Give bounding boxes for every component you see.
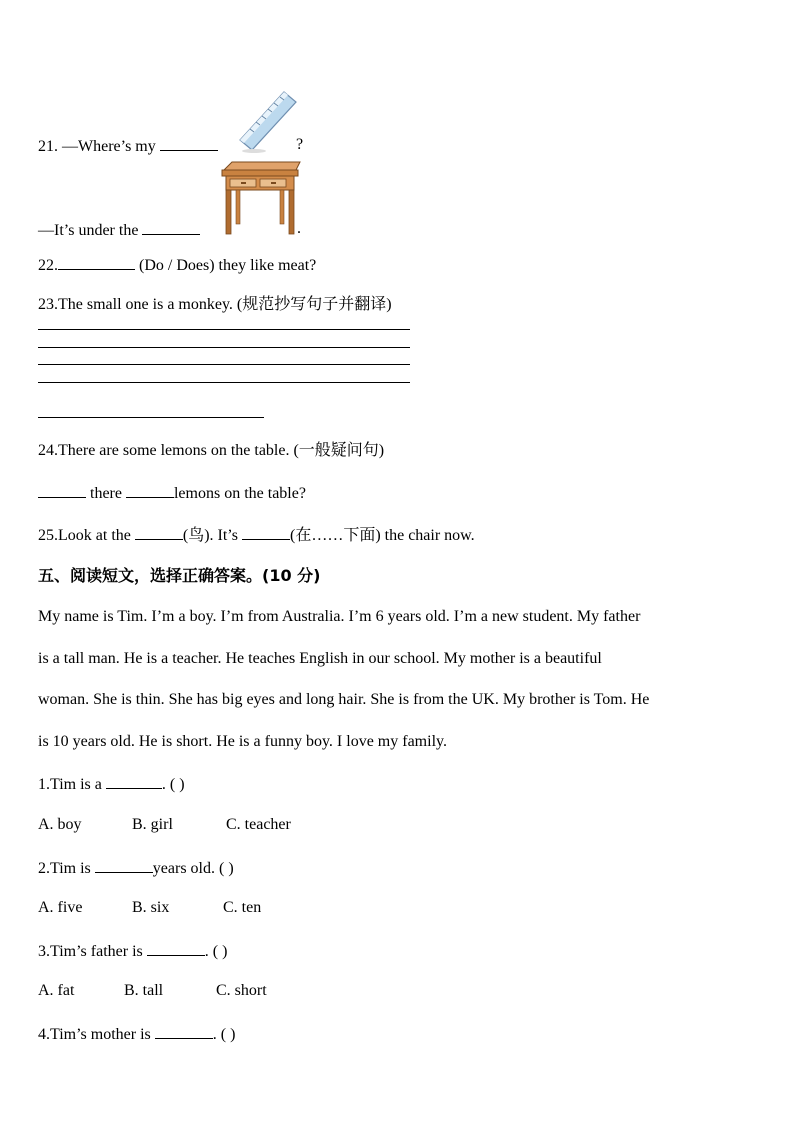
q22-number: 22. (38, 257, 58, 274)
q21-blank-2[interactable] (142, 219, 200, 235)
writing-line-4[interactable] (38, 382, 410, 383)
q24-answer-part1: there (90, 485, 122, 502)
question-1-options (38, 815, 291, 835)
q23-text: 23.The small one is a monkey. (规范抄写句子并翻译) (38, 296, 392, 313)
question-1-blank[interactable] (106, 773, 162, 789)
q25-blank-2[interactable] (242, 524, 290, 540)
writing-line-3[interactable] (38, 364, 410, 365)
ruler-icon (240, 92, 296, 150)
q22 (38, 254, 316, 276)
q25 (38, 524, 475, 546)
q22-blank[interactable] (58, 254, 135, 270)
passage-line-1: My name is Tim. I’m a boy. I’m from Australia. I’m 6 years old. I’m a new student. My father (38, 608, 641, 625)
passage-line-3: woman. She is thin. She has big eyes and long hair. She is from the UK. My brother is Tom. He (38, 691, 650, 708)
question-1-option-b[interactable]: B. girl (132, 816, 173, 833)
question-3-option-a[interactable]: A. fat (38, 982, 75, 999)
desk-icon (222, 162, 300, 234)
desk-picture (218, 160, 302, 236)
q25-part2: (鸟). It’s (182, 527, 238, 544)
question-4-bracket: . ( ) (212, 1026, 236, 1043)
q22-text: (Do / Does) they like meat? (139, 257, 317, 274)
q24-answer-part2: lemons on the table? (173, 485, 306, 502)
q24-blank-1[interactable] (38, 482, 86, 498)
q25-blank-1[interactable] (135, 524, 183, 540)
question-3-options (38, 981, 267, 1001)
question-2-text: 2.Tim is (38, 860, 91, 877)
question-3-option-c[interactable]: C. short (216, 982, 267, 999)
question-1-bracket: . ( ) (161, 776, 185, 793)
question-3-option-b[interactable]: B. tall (124, 982, 164, 999)
question-4 (38, 1023, 235, 1045)
passage-line-2: is a tall man. He is a teacher. He teaches English in our school. My mother is a beautiful (38, 650, 602, 667)
question-1 (38, 773, 185, 795)
q24-text: 24.There are some lemons on the table. (一般疑问句) (38, 442, 385, 459)
question-1-text: 1.Tim is a (38, 776, 102, 793)
writing-line-2[interactable] (38, 347, 410, 348)
writing-line-1[interactable] (38, 329, 410, 330)
question-3-blank[interactable] (147, 940, 205, 956)
question-3-bracket: . ( ) (204, 943, 228, 960)
ruler-picture (236, 88, 300, 154)
question-2-options (38, 898, 262, 918)
q21-line2 (38, 219, 200, 241)
q21-answer-prefix: —It’s under the (38, 222, 139, 239)
q21-prefix: 21. —Where’s my (38, 138, 156, 155)
q21-period: . (297, 220, 301, 237)
question-3-text: 3.Tim’s father is (38, 943, 143, 960)
q25-part3: (在……下面) the chair now. (289, 527, 475, 544)
question-2-option-c[interactable]: C. ten (223, 899, 262, 916)
q21-blank-1[interactable] (160, 135, 218, 151)
question-2-option-a[interactable]: A. five (38, 899, 83, 916)
passage-line-4: is 10 years old. He is short. He is a funny boy. I love my family. (38, 733, 447, 750)
q25-part1: 25.Look at the (38, 527, 131, 544)
q24-answer (38, 482, 306, 504)
q24-blank-2[interactable] (126, 482, 174, 498)
question-1-option-a[interactable]: A. boy (38, 816, 82, 833)
q21-line1 (38, 135, 218, 157)
question-2 (38, 857, 234, 879)
question-3 (38, 940, 227, 962)
question-4-blank[interactable] (155, 1023, 213, 1039)
section5-heading: 五、阅读短文，选择正确答案。(10 分) (38, 566, 321, 585)
question-2-option-b[interactable]: B. six (132, 899, 170, 916)
question-4-text: 4.Tim’s mother is (38, 1026, 151, 1043)
q21-qmark: ? (296, 136, 304, 153)
question-2-bracket: years old. ( ) (152, 860, 234, 877)
question-2-blank[interactable] (95, 857, 153, 873)
question-1-option-c[interactable]: C. teacher (226, 816, 291, 833)
translation-line[interactable] (38, 417, 264, 418)
